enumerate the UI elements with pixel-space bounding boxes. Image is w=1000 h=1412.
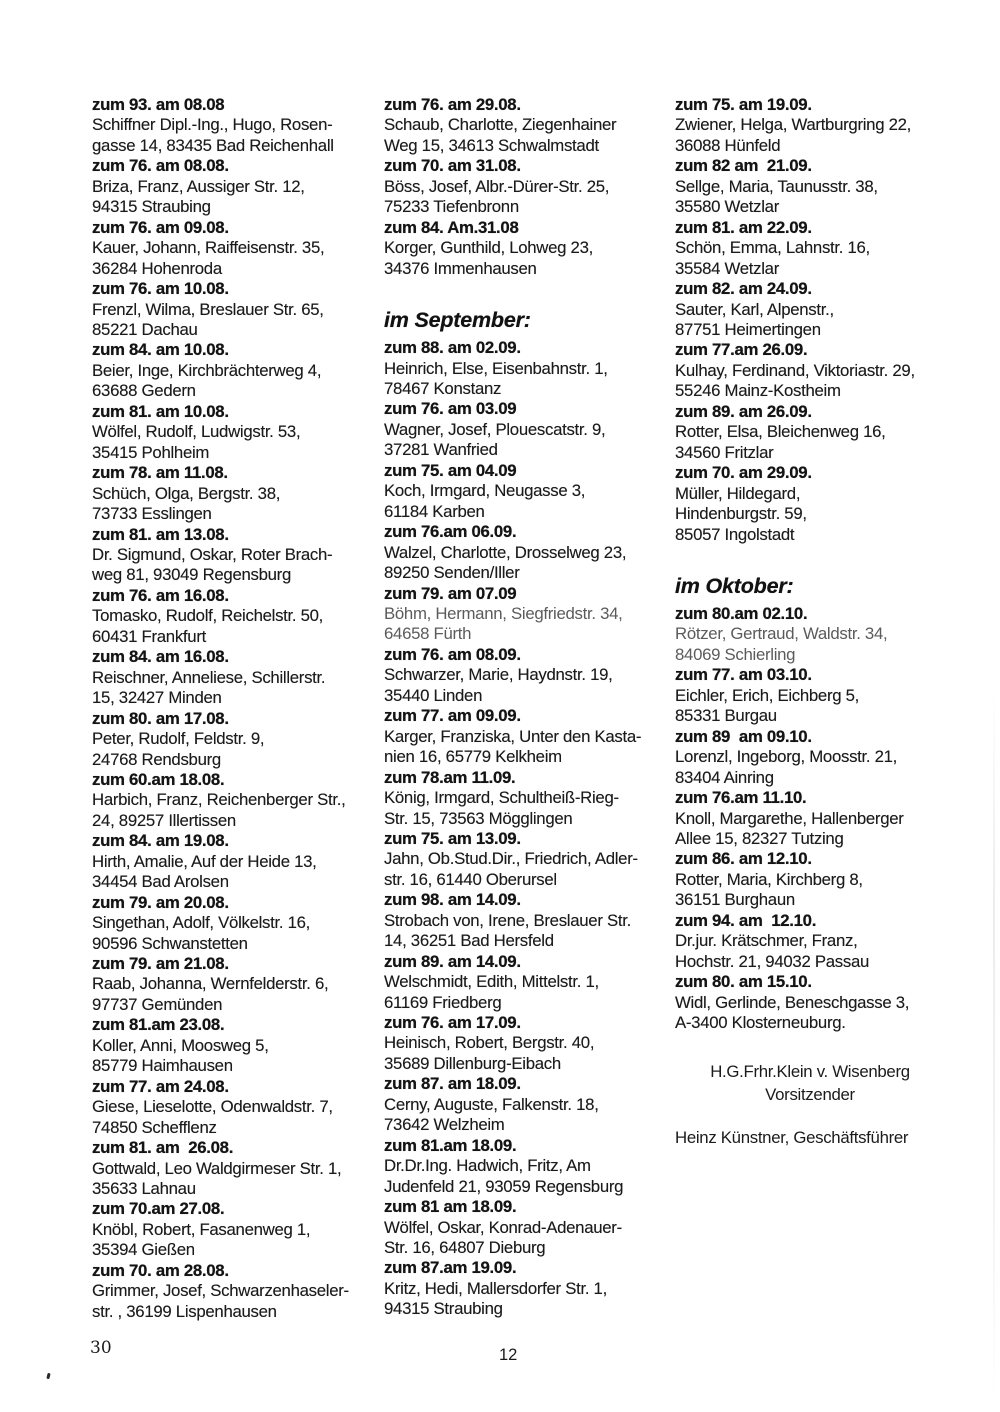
entry-detail-line: 35580 Wetzlar (675, 197, 779, 217)
entry-date-line: zum 70. am 28.08. (92, 1260, 229, 1280)
entry-detail-line: Grimmer, Josef, Schwarzenhaseler- (92, 1281, 349, 1301)
birthday-entry (384, 1136, 666, 1197)
entry-date-line: zum 87. am 18.09. (384, 1074, 521, 1094)
entry-detail-line: 35415 Pohlheim (92, 442, 210, 462)
entry-date-line: zum 70. am 31.08. (384, 156, 521, 176)
birthday-entry (675, 279, 963, 340)
entry-detail-line: Weg 15, 34613 Schwalmstadt (384, 135, 599, 155)
entry-date-line: zum 84. am 10.08. (92, 340, 229, 360)
entry-detail-line: 14, 36251 Bad Hersfeld (384, 931, 554, 951)
birthday-entry (92, 95, 374, 156)
entry-detail-line: 87751 Heimertingen (675, 319, 821, 339)
entry-date-line: zum 93. am 08.08 (92, 95, 225, 114)
entry-detail-line: Böhm, Hermann, Siegfriedstr. 34, (384, 603, 623, 623)
entry-detail-line: Dr.jur. Krätschmer, Franz, (675, 931, 858, 951)
entry-date-line: zum 75. am 04.09 (384, 460, 517, 480)
entry-detail-line: Wölfel, Rudolf, Ludwigstr. 53, (92, 422, 301, 442)
entry-date-line: zum 80.am 02.10. (675, 603, 808, 623)
entry-detail-line: str. , 36199 Lispenhausen (92, 1301, 277, 1321)
entry-date-line: zum 80. am 15.10. (675, 972, 812, 992)
entry-date-line: zum 81. am 10.08. (92, 401, 229, 421)
entry-date-line: zum 76. am 08.08. (92, 156, 229, 176)
entry-date-line: zum 89. am 14.09. (384, 951, 521, 971)
birthday-entry (92, 218, 374, 279)
birthday-entry (675, 95, 963, 156)
birthday-entry (92, 647, 374, 708)
entry-detail-line: Rotter, Maria, Kirchberg 8, (675, 869, 863, 889)
entry-detail-line: 36088 Hünfeld (675, 135, 781, 155)
entry-detail-line: Schüch, Olga, Bergstr. 38, (92, 483, 281, 503)
birthday-entry (92, 770, 374, 831)
birthday-entry (675, 156, 963, 217)
entry-detail-line: 35633 Lahnau (92, 1179, 196, 1199)
entry-detail-line: Eichler, Erich, Eichberg 5, (675, 685, 860, 705)
entry-detail-line: Kulhay, Ferdinand, Viktoriastr. 29, (675, 360, 915, 380)
birthday-entry (384, 890, 666, 951)
entry-detail-line: 35440 Linden (384, 685, 483, 705)
entry-detail-line: Karger, Franziska, Unter den Kasta- (384, 726, 642, 746)
signature-manager-line: Heinz Künstner, Geschäftsführer (675, 1128, 909, 1148)
entry-date-line: zum 76. am 29.08. (384, 95, 521, 114)
entry-detail-line: Harbich, Franz, Reichenberger Str., (92, 790, 346, 810)
birthday-entry (384, 706, 666, 767)
entry-date-line: zum 76. am 17.09. (384, 1013, 521, 1033)
entry-detail-line: Sauter, Karl, Alpenstr., (675, 299, 834, 319)
entry-detail-line: Kritz, Hedi, Mallersdorfer Str. 1, (384, 1278, 607, 1298)
entry-detail-line: 61184 Karben (384, 501, 485, 521)
entry-detail-line: 78467 Konstanz (384, 378, 502, 398)
entry-date-line: zum 87.am 19.09. (384, 1258, 517, 1278)
entry-detail-line: Str. 16, 64807 Dieburg (384, 1238, 546, 1258)
entry-detail-line: Widl, Gerlinde, Beneschgasse 3, (675, 992, 910, 1012)
entry-date-line: zum 80. am 17.08. (92, 708, 229, 728)
entry-date-line: zum 88. am 02.09. (384, 338, 521, 358)
entry-detail-line: Schwarzer, Marie, Haydnstr. 19, (384, 665, 613, 685)
birthday-entry (384, 829, 666, 890)
entry-date-line: zum 89 am 09.10. (675, 726, 812, 746)
entry-detail-line: 35584 Wetzlar (675, 258, 779, 278)
entry-detail-line: 35394 Gießen (92, 1240, 195, 1260)
entry-date-line: zum 81 am 18.09. (384, 1197, 517, 1217)
entry-detail-line: Welschmidt, Edith, Mittelstr. 1, (384, 972, 599, 992)
column-1 (92, 95, 374, 1322)
birthday-entry (675, 340, 963, 401)
entry-detail-line: 83404 Ainring (675, 767, 774, 787)
birthday-entry (384, 522, 666, 583)
birthday-entry (92, 586, 374, 647)
entry-detail-line: Walzel, Charlotte, Drosselweg 23, (384, 542, 627, 562)
birthday-entry (384, 1197, 666, 1258)
entry-detail-line: 60431 Frankfurt (92, 626, 206, 646)
birthday-entry (92, 1199, 374, 1260)
birthday-entry (675, 911, 963, 972)
entry-detail-line: 90596 Schwanstetten (92, 933, 248, 953)
entry-date-line: zum 76. am 08.09. (384, 644, 521, 664)
entry-date-line: zum 81. am 13.08. (92, 524, 229, 544)
birthday-entry (384, 1074, 666, 1135)
entry-detail-line: Dr.Dr.Ing. Hadwich, Fritz, Am (384, 1156, 591, 1176)
birthday-entry (675, 788, 963, 849)
entry-detail-line: Jahn, Ob.Stud.Dir., Friedrich, Adler- (384, 849, 638, 869)
entry-detail-line: 85057 Ingolstadt (675, 524, 795, 544)
entry-date-line: zum 79. am 07.09 (384, 583, 517, 603)
entry-detail-line: Tomasko, Rudolf, Reichelstr. 50, (92, 606, 324, 626)
entry-detail-line: König, Irmgard, Schultheiß-Rieg- (384, 788, 619, 808)
birthday-entry (384, 1258, 666, 1319)
birthday-entry (92, 402, 374, 463)
entry-detail-line: 85221 Dachau (92, 319, 198, 339)
entry-detail-line: 94315 Straubing (92, 197, 211, 217)
entry-date-line: zum 70. am 29.09. (675, 463, 812, 483)
birthday-entry (384, 461, 666, 522)
birthday-entry (384, 338, 666, 399)
entry-detail-line: Böss, Josef, Albr.-Dürer-Str. 25, (384, 176, 610, 196)
entry-detail-line: Allee 15, 82327 Tutzing (675, 828, 844, 848)
birthday-entry (384, 768, 666, 829)
birthday-entry (92, 340, 374, 401)
entry-date-line: zum 86. am 12.10. (675, 849, 812, 869)
entry-detail-line: Korger, Gunthild, Lohweg 23, (384, 238, 593, 258)
entry-detail-line: Hirth, Amalie, Auf der Heide 13, (92, 851, 317, 871)
birthday-entry (384, 952, 666, 1013)
entry-detail-line: Kauer, Johann, Raiffeisenstr. 35, (92, 238, 325, 258)
entry-date-line: zum 81. am 22.09. (675, 217, 812, 237)
entry-detail-line: Knöbl, Robert, Fasanenweg 1, (92, 1219, 311, 1239)
birthday-entry (92, 279, 374, 340)
entry-detail-line: Gottwald, Leo Waldgirmeser Str. 1, (92, 1158, 342, 1178)
page-number-center: 12 (499, 1346, 518, 1364)
birthday-entry (384, 584, 666, 645)
entry-date-line: zum 81.am 23.08. (92, 1015, 225, 1035)
entry-detail-line: Schön, Emma, Lahnstr. 16, (675, 238, 870, 258)
entry-detail-line: Str. 15, 73563 Mögglingen (384, 808, 573, 828)
entry-date-line: zum 76.am 06.09. (384, 522, 517, 542)
entry-detail-line: 75233 Tiefenbronn (384, 197, 519, 217)
entry-date-line: zum 84. Am.31.08 (384, 217, 519, 237)
entry-detail-line: 85779 Haimhausen (92, 1056, 233, 1076)
entry-detail-line: Wölfel, Oskar, Konrad-Adenauer- (384, 1217, 622, 1237)
entry-date-line: zum 78. am 11.08. (92, 463, 228, 483)
entry-date-line: zum 75. am 19.09. (675, 95, 812, 114)
birthday-entry (384, 218, 666, 279)
birthday-entry (675, 463, 963, 545)
entry-detail-line: 34376 Immenhausen (384, 258, 537, 278)
entry-detail-line: A-3400 Klosterneuburg. (675, 1013, 846, 1033)
entry-detail-line: 35689 Dillenburg-Eibach (384, 1053, 561, 1073)
entry-date-line: zum 94. am 12.10. (675, 910, 817, 930)
entry-date-line: zum 76. am 10.08. (92, 279, 229, 299)
signature-chairman-title: Vorsitzender (765, 1085, 855, 1105)
entry-detail-line: 55246 Mainz-Kostheim (675, 381, 841, 401)
entry-detail-line: Hochstr. 21, 94032 Passau (675, 951, 870, 971)
entry-detail-line: Raab, Johanna, Wernfelderstr. 6, (92, 974, 329, 994)
birthday-entry (92, 463, 374, 524)
birthday-entry (384, 156, 666, 217)
entry-date-line: zum 76. am 03.09 (384, 399, 517, 419)
entry-date-line: zum 82 am 21.09. (675, 156, 812, 176)
entry-detail-line: Rötzer, Gertraud, Waldstr. 34, (675, 624, 888, 644)
entry-detail-line: 94315 Straubing (384, 1299, 503, 1319)
birthday-entry (384, 645, 666, 706)
birthday-entry (675, 972, 963, 1033)
entry-detail-line: Judenfeld 21, 93059 Regensburg (384, 1176, 624, 1196)
entry-date-line: zum 79. am 21.08. (92, 954, 229, 974)
entry-detail-line: Heinisch, Robert, Bergstr. 40, (384, 1033, 595, 1053)
entry-detail-line: Schiffner Dipl.-Ing., Hugo, Rosen- (92, 115, 333, 135)
month-heading: im Oktober: (675, 573, 794, 598)
entry-detail-line: Giese, Lieselotte, Odenwaldstr. 7, (92, 1097, 333, 1117)
entry-date-line: zum 77. am 24.08. (92, 1076, 229, 1096)
scan-artifact-dot (46, 1373, 50, 1380)
month-heading: im September: (384, 308, 531, 333)
birthday-entry (675, 665, 963, 726)
entry-detail-line: 85331 Burgau (675, 706, 777, 726)
birthday-entry (92, 893, 374, 954)
entry-detail-line: Cerny, Auguste, Falkenstr. 18, (384, 1094, 599, 1114)
entry-detail-line: 24, 89257 Illertissen (92, 810, 236, 830)
entry-detail-line: Beier, Inge, Kirchbrächterweg 4, (92, 360, 322, 380)
entry-detail-line: Schaub, Charlotte, Ziegenhainer (384, 115, 617, 135)
entry-date-line: zum 82. am 24.09. (675, 279, 812, 299)
entry-detail-line: 61169 Friedberg (384, 992, 502, 1012)
entry-date-line: zum 98. am 14.09. (384, 890, 521, 910)
entry-detail-line: Heinrich, Else, Eisenbahnstr. 1, (384, 358, 608, 378)
entry-date-line: zum 77. am 03.10. (675, 665, 812, 685)
birthday-entry (92, 709, 374, 770)
entry-detail-line: Briza, Franz, Aussiger Str. 12, (92, 176, 305, 196)
entry-detail-line: 15, 32427 Minden (92, 688, 222, 708)
entry-date-line: zum 60.am 18.08. (92, 769, 225, 789)
entry-detail-line: Singethan, Adolf, Völkelstr. 16, (92, 913, 311, 933)
entry-date-line: zum 70.am 27.08. (92, 1199, 225, 1219)
signature-block (675, 1060, 945, 1149)
entry-date-line: zum 75. am 13.09. (384, 828, 521, 848)
entry-date-line: zum 76. am 16.08. (92, 585, 229, 605)
entry-detail-line: 24768 Rendsburg (92, 749, 221, 769)
birthday-entry (92, 1077, 374, 1138)
entry-detail-line: 63688 Gedern (92, 381, 196, 401)
entry-detail-line: Lorenzl, Ingeborg, Moosstr. 21, (675, 747, 898, 767)
signature-chairman-name: H.G.Frhr.Klein v. Wisenberg (710, 1062, 910, 1082)
entry-detail-line: 89250 Senden/Iller (384, 563, 520, 583)
entry-detail-line: Hindenburgstr. 59, (675, 504, 807, 524)
entry-detail-line: 37281 Wanfried (384, 440, 498, 460)
entry-detail-line: 84069 Schierling (675, 644, 796, 664)
entry-detail-line: weg 81, 93049 Regensburg (92, 565, 291, 585)
entry-detail-line: str. 16, 61440 Oberursel (384, 869, 557, 889)
entry-date-line: zum 81. am 26.08. (92, 1138, 234, 1158)
column-3 (675, 95, 963, 1149)
entry-date-line: zum 84. am 16.08. (92, 647, 229, 667)
birthday-entry (92, 156, 374, 217)
entry-detail-line: 97737 Gemünden (92, 994, 223, 1014)
entry-detail-line: 73733 Esslingen (92, 504, 212, 524)
entry-date-line: zum 76.am 11.10. (675, 788, 807, 808)
birthday-entry (92, 1015, 374, 1076)
entry-date-line: zum 76. am 09.08. (92, 217, 229, 237)
entry-detail-line: Koch, Irmgard, Neugasse 3, (384, 481, 586, 501)
birthday-entry (92, 1261, 374, 1322)
entry-detail-line: Frenzl, Wilma, Breslauer Str. 65, (92, 299, 324, 319)
entry-date-line: zum 89. am 26.09. (675, 401, 812, 421)
entry-date-line: zum 78.am 11.09. (384, 767, 516, 787)
entry-detail-line: Reischner, Anneliese, Schillerstr. (92, 667, 326, 687)
entry-date-line: zum 84. am 19.08. (92, 831, 229, 851)
birthday-entry (92, 1138, 374, 1199)
entry-detail-line: Rotter, Elsa, Bleichenweg 16, (675, 422, 886, 442)
entry-date-line: zum 79. am 20.08. (92, 892, 229, 912)
birthday-entry (675, 402, 963, 463)
entry-detail-line: Peter, Rudolf, Feldstr. 9, (92, 729, 265, 749)
entry-detail-line: 34560 Fritzlar (675, 442, 774, 462)
entry-date-line: zum 81.am 18.09. (384, 1135, 517, 1155)
entry-detail-line: Zwiener, Helga, Wartburgring 22, (675, 115, 912, 135)
birthday-entry (675, 604, 963, 665)
entry-detail-line: 36284 Hohenroda (92, 258, 222, 278)
entry-detail-line: 73642 Welzheim (384, 1115, 505, 1135)
birthday-entry (675, 849, 963, 910)
entry-detail-line: Wagner, Josef, Plouescatstr. 9, (384, 419, 606, 439)
entry-detail-line: Koller, Anni, Moosweg 5, (92, 1035, 269, 1055)
entry-detail-line: nien 16, 65779 Kelkheim (384, 747, 562, 767)
birthday-entry (384, 399, 666, 460)
entry-detail-line: Knoll, Margarethe, Hallenberger (675, 808, 904, 828)
entry-date-line: zum 77.am 26.09. (675, 340, 808, 360)
entry-detail-line: 74850 Schefflenz (92, 1117, 217, 1137)
birthday-entry (92, 831, 374, 892)
birthday-entry (384, 1013, 666, 1074)
page-number-left: 30 (90, 1338, 112, 1358)
entry-detail-line: Dr. Sigmund, Oskar, Roter Brach- (92, 544, 333, 564)
entry-detail-line: Sellge, Maria, Taunusstr. 38, (675, 176, 878, 196)
entry-detail-line: 64658 Fürth (384, 624, 472, 644)
birthday-entry (675, 218, 963, 279)
column-2 (384, 95, 666, 1320)
birthday-entry (675, 727, 963, 788)
entry-detail-line: 34454 Bad Arolsen (92, 872, 229, 892)
scan-edge-smudge (993, 690, 995, 1400)
birthday-entry (384, 95, 666, 156)
entry-date-line: zum 77. am 09.09. (384, 706, 521, 726)
entry-detail-line: Müller, Hildegard, (675, 483, 801, 503)
entry-detail-line: Strobach von, Irene, Breslauer Str. (384, 910, 631, 930)
entry-detail-line: 36151 Burghaun (675, 890, 795, 910)
birthday-entry (92, 954, 374, 1015)
entry-detail-line: gasse 14, 83435 Bad Reichenhall (92, 135, 334, 155)
birthday-entry (92, 525, 374, 586)
